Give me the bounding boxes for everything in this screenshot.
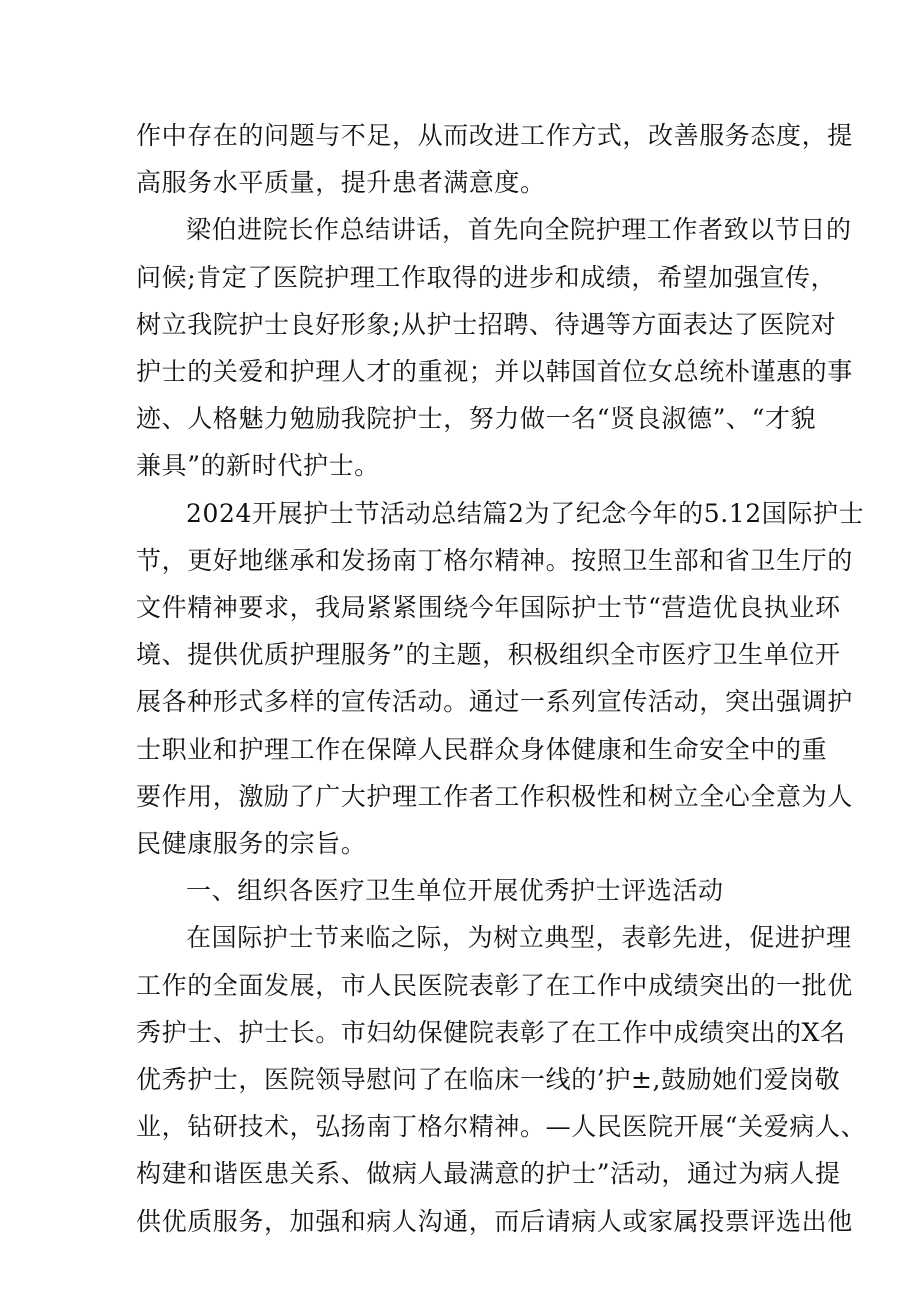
text-line: 高服务水平质量，提升患者满意度。 — [136, 168, 546, 198]
text-line: 供优质服务，加强和病人沟通，而后请病人或家属投票评选出他 — [136, 1206, 853, 1236]
text-line: 构建和谐医患关系、做病人最满意的护士”活动，通过为病人提 — [136, 1159, 841, 1189]
text-line: 护士的关爱和护理人才的重视；并以韩国首位女总统朴谨惠的事 — [136, 357, 853, 387]
text-line: 兼具”的新时代护士。 — [136, 451, 380, 481]
text-line: 民健康服务的宗旨。 — [136, 829, 367, 859]
text-line: 迹、人格魅力勉励我院护士，努力做一名“贤良淑德”、“才貌 — [136, 404, 817, 434]
document-body — [136, 112, 867, 1245]
text-line: 问候;肯定了医院护理工作取得的进步和成绩，希望加强宣传， — [136, 262, 837, 292]
paragraph-5 — [136, 914, 867, 1244]
text-line: 优秀护士，医院领导慰问了在临床一线的’护±,鼓励她们爱岗敬 — [136, 1065, 841, 1095]
text-line: 一、组织各医疗卫生单位开展优秀护士评选活动 — [186, 876, 724, 906]
paragraph-3 — [136, 490, 865, 868]
text-line: 文件精神要求，我局紧紧围绕今年国际护士节“营造优良执业环 — [136, 593, 841, 623]
text-line: 在国际护士节来临之际，为树立典型，表彰先进，促进护理 — [186, 923, 852, 953]
text-line: 展各种形式多样的宣传活动。通过一系列宣传活动，突出强调护 — [136, 687, 853, 717]
text-line: 节，更好地继承和发扬南丁格尔精神。按照卫生部和省卫生厅的 — [136, 545, 853, 575]
text-line: 工作的全面发展，市人民医院表彰了在工作中成绩突出的一批优 — [136, 970, 853, 1000]
paragraph-2 — [136, 206, 853, 489]
text-line: 业，钻研技术，弘扬南丁格尔精神。—人民医院开展“关爱病人、 — [136, 1112, 867, 1142]
text-line: 士职业和护理工作在保障人民群众身体健康和生命安全中的重 — [136, 734, 828, 764]
paragraph-1 — [136, 112, 853, 206]
section-heading — [136, 867, 786, 914]
text-line: 境、提供优质护理服务”的主题，积极组织全市医疗卫生单位开 — [136, 640, 841, 670]
text-line: 秀护士、护士长。市妇幼保健院表彰了在工作中成绩突出的X名 — [136, 1017, 846, 1047]
text-line: 2024开展护士节活动总结篇2为了纪念今年的5.12国际护士 — [186, 498, 865, 528]
text-line: 作中存在的问题与不足，从而改进工作方式，改善服务态度，提 — [136, 121, 853, 150]
text-line: 梁伯进院长作总结讲话，首先向全院护理工作者致以节日的 — [186, 215, 852, 245]
text-line: 要作用，激励了广大护理工作者工作积极性和树立全心全意为人 — [136, 781, 853, 811]
text-line: 树立我院护士良好形象;从护士招聘、待遇等方面表达了医院对 — [136, 309, 837, 339]
